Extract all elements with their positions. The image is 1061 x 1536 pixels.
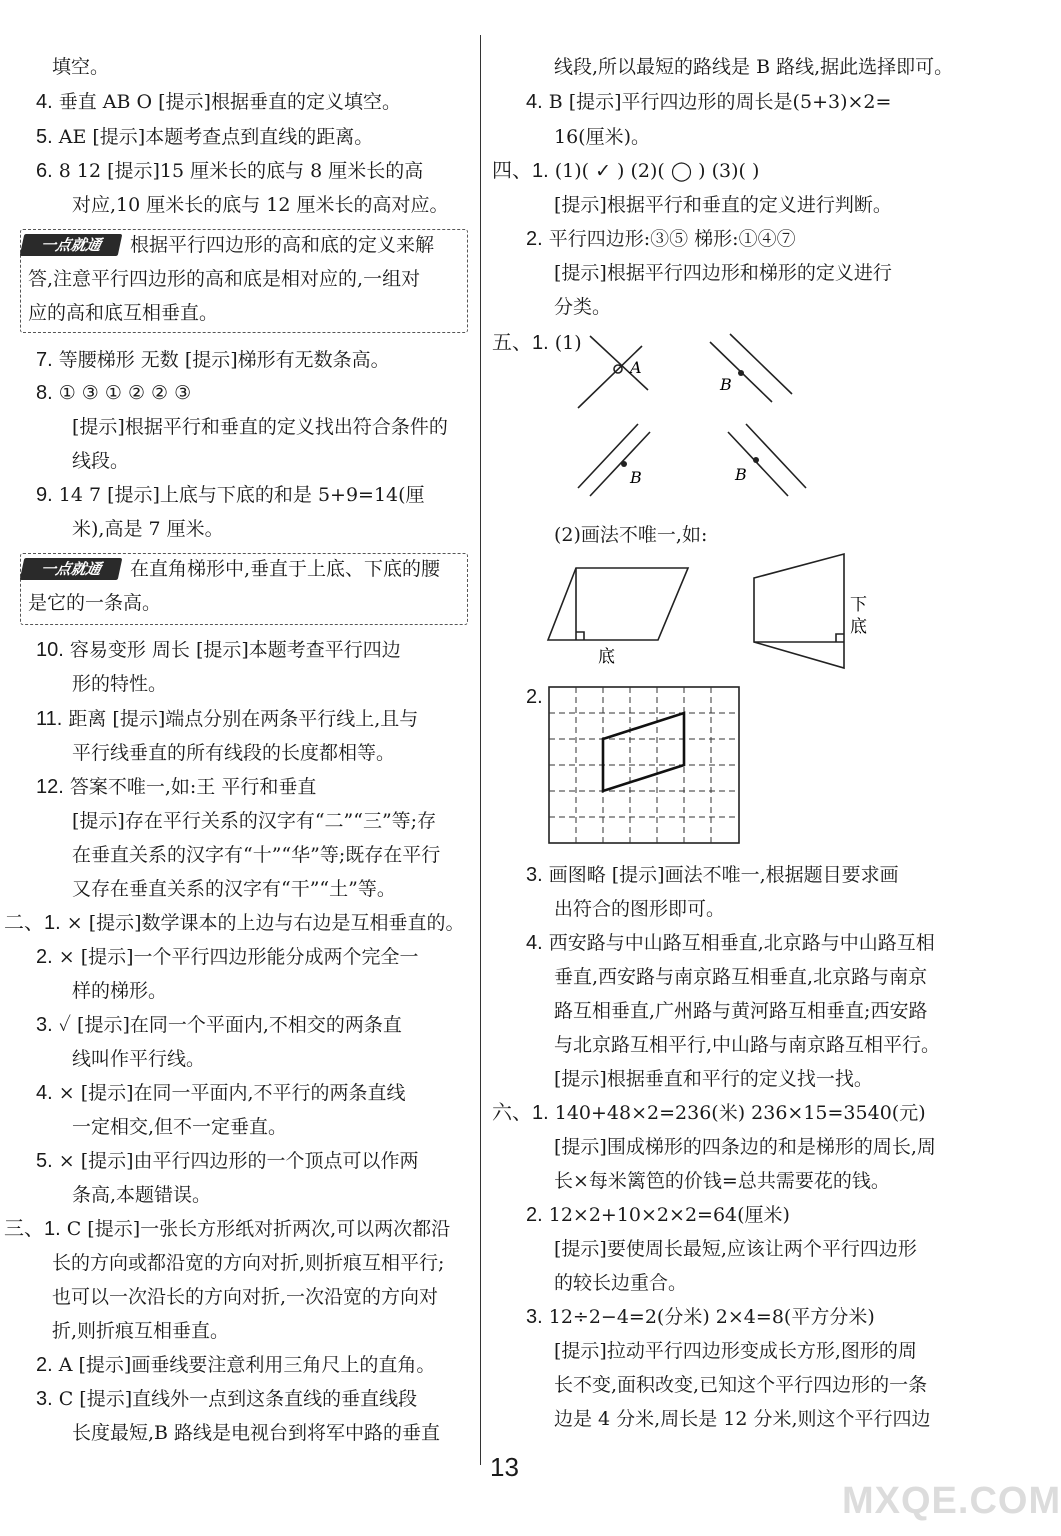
text-line: 出符合的图形即可。 [554,898,726,920]
text-line: [提示]根据平行和垂直的定义找出符合条件的 [72,416,448,438]
text-line: 又存在垂直关系的汉字有“干”“土”等。 [72,878,396,900]
text-line: 根据平行四边形的高和底的定义来解 [130,234,435,256]
base-label: 底 [598,647,615,667]
tip-badge: 一点就通 [20,558,123,580]
grid-parallelogram-figure [548,686,742,846]
text-line: 线段。 [72,450,130,472]
answer-6: 6. 8 12 [提示]15 厘米长的底与 8 厘米长的高 [36,160,424,182]
tip-badge: 一点就通 [20,234,123,256]
text-line: (2)画法不唯一,如: [554,524,708,546]
section-6-answer-1: 六、1. 140+48×2=236(米) 236×15=3540(元) [492,1102,926,1124]
section-3-answer-1: 三、1. C [提示]一张长方形纸对折两次,可以两次都沿 [4,1218,451,1240]
text-line: 应的高和底互相垂直。 [28,302,219,324]
point-b-label: B [720,375,732,394]
text-line: 的较长边重合。 [554,1272,688,1294]
text-line: 边是 4 分米,周长是 12 分米,则这个平行四边 [554,1408,931,1430]
text-line: 条高,本题错误。 [72,1184,212,1206]
answer-9: 9. 14 7 [提示]上底与下底的和是 5+9=14(厘 [36,484,425,506]
answer-2: 2. × [提示]一个平行四边形能分成两个完全一 [36,946,419,968]
answer-7: 7. 等腰梯形 无数 [提示]梯形有无数条高。 [36,349,390,371]
parallel-lines-figure [560,330,800,500]
answer-3: 3. 画图略 [提示]画法不唯一,根据题目要求画 [526,864,899,886]
column-divider [480,35,481,1465]
text-line: 折,则折痕互相垂直。 [52,1320,230,1342]
text-line: 是它的一条高。 [28,592,162,614]
answer-2: 2. 平行四边形:③⑤ 梯形:①④⑦ [526,228,796,250]
text-line: 在垂直关系的汉字有“十”“华”等;既存在平行 [72,844,441,866]
answer-4: 4. × [提示]在同一平面内,不平行的两条直线 [36,1082,406,1104]
text-line: [提示]要使周长最短,应该让两个平行四边形 [554,1238,917,1260]
answer-8: 8. ① ③ ① ② ② ③ [36,382,192,404]
text-line: 填空。 [52,56,110,78]
text-line: [提示]存在平行关系的汉字有“二”“三”等;存 [72,810,437,832]
answer-2: 2. 12×2+10×2×2=64(厘米) [526,1204,790,1226]
answer-2: 2. [526,686,543,708]
text-line: 一定相交,但不一定垂直。 [72,1116,288,1138]
text-line: 线段,所以最短的路线是 B 路线,据此选择即可。 [554,56,954,78]
text-line: [提示]根据垂直和平行的定义找一找。 [554,1068,873,1090]
answer-12: 12. 答案不唯一,如:王 平行和垂直 [36,776,317,798]
text-line: [提示]围成梯形的四条边的和是梯形的周长,周 [554,1136,936,1158]
answer-2: 2. A [提示]画垂线要注意利用三角尺上的直角。 [36,1354,436,1376]
answer-4: 4. 垂直 AB O [提示]根据垂直的定义填空。 [36,91,401,113]
page-number: 13 [490,1452,519,1482]
text-line: 对应,10 厘米长的底与 12 厘米长的高对应。 [72,194,449,216]
text-line: 16(厘米)。 [554,126,651,148]
answer-3: 3. 12÷2−4=2(分米) 2×4=8(平方分米) [526,1306,875,1328]
text-line: 在直角梯形中,垂直于上底、下底的腰 [130,558,441,580]
lower-base-label: 底 [850,617,867,637]
text-line: 长度最短,B 路线是电视台到将军中路的垂直 [72,1422,441,1444]
section-4-answer-1: 四、1. (1)( ✓ ) (2)( ◯ ) (3)( ) [492,160,760,182]
text-line: 平行线垂直的所有线段的长度都相等。 [72,742,396,764]
lower-base-label: 下 [850,595,867,615]
text-line: [提示]拉动平行四边形变成长方形,图形的周 [554,1340,917,1362]
point-a-label: A [630,358,642,377]
text-line: 也可以一次沿长的方向对折,一次沿宽的方向对 [52,1286,439,1308]
text-line: 垂直,西安路与南京路互相垂直,北京路与南京 [554,966,928,988]
answer-3: 3. C [提示]直线外一点到这条直线的垂直线段 [36,1388,418,1410]
text-line: 长的方向或都沿宽的方向对折,则折痕互相平行; [52,1252,445,1274]
point-b-label: B [735,465,747,484]
text-line: 长不变,面积改变,已知这个平行四边形的一条 [554,1374,928,1396]
point-b-label: B [630,468,642,487]
answer-5: 5. × [提示]由平行四边形的一个顶点可以作两 [36,1150,419,1172]
text-line: 路互相垂直,广州路与黄河路互相垂直;西安路 [554,1000,928,1022]
answer-5: 5. AE [提示]本题考查点到直线的距离。 [36,126,374,148]
height-drawing-figure [540,550,880,670]
text-line: 与北京路互相平行,中山路与南京路互相平行。 [554,1034,941,1056]
text-line: 米),高是 7 厘米。 [72,518,224,540]
section-2-answer-1: 二、1. × [提示]数学课本的上边与右边是互相垂直的。 [4,912,465,934]
answer-11: 11. 距离 [提示]端点分别在两条平行线上,且与 [36,708,419,730]
text-line: 长×每米篱笆的价钱=总共需要花的钱。 [554,1170,890,1192]
text-line: [提示]根据平行和垂直的定义进行判断。 [554,194,892,216]
text-line: [提示]根据平行四边形和梯形的定义进行 [554,262,892,284]
text-line: 线叫作平行线。 [72,1048,206,1070]
watermark: MXQE.COM [842,1480,1061,1522]
answer-4: 4. B [提示]平行四边形的周长是(5+3)×2= [526,91,892,113]
section-5-answer-1: 五、1. (1) [492,332,582,354]
text-line: 分类。 [554,296,612,318]
text-line: 形的特性。 [72,673,168,695]
answer-10: 10. 容易变形 周长 [提示]本题考查平行四边 [36,639,401,661]
answer-4: 4. 西安路与中山路互相垂直,北京路与中山路互相 [526,932,935,954]
text-line: 样的梯形。 [72,980,168,1002]
text-line: 答,注意平行四边形的高和底是相对应的,一组对 [28,268,421,290]
answer-3: 3. ✓ [提示]在同一个平面内,不相交的两条直 [36,1014,402,1036]
